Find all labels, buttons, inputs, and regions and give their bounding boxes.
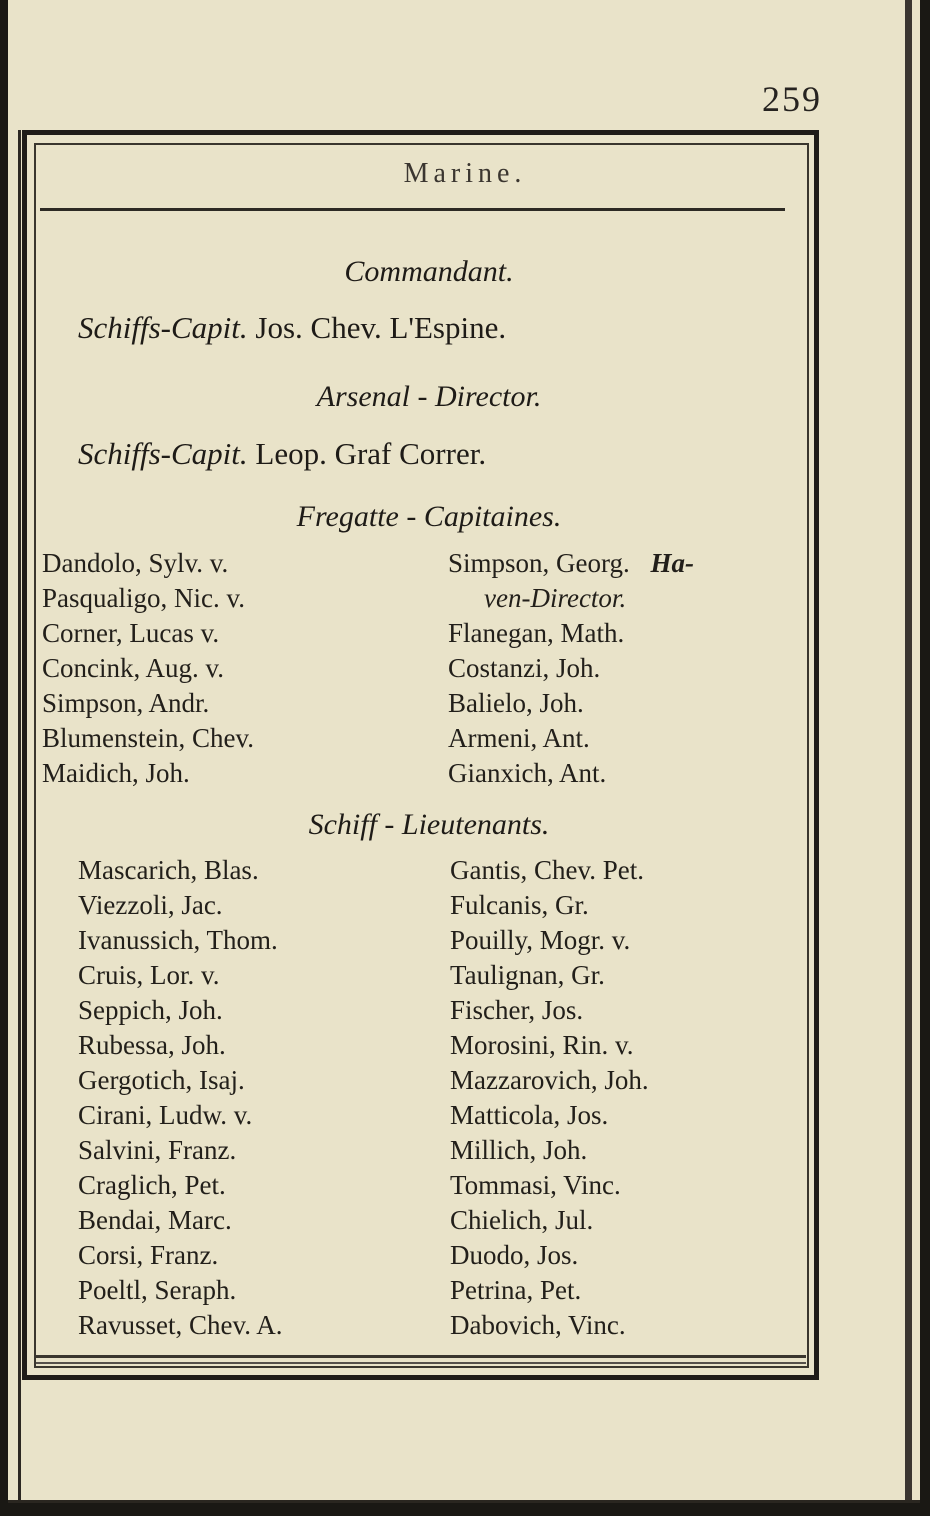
- list-item: Pouilly, Mogr. v.: [450, 925, 631, 955]
- arsenal-name: Leop. Graf Correr.: [255, 436, 487, 471]
- list-item: Gergotich, Isaj.: [78, 1065, 245, 1095]
- list-item: Mazzarovich, Joh.: [450, 1065, 649, 1095]
- list-item: Mascarich, Blas.: [78, 855, 259, 885]
- list-item: Fulcanis, Gr.: [450, 890, 589, 920]
- fregatte-left-column: [42, 546, 254, 791]
- list-item: Cirani, Ludw. v.: [78, 1100, 253, 1130]
- list-item: Rubessa, Joh.: [78, 1030, 226, 1060]
- list-item: Chielich, Jul.: [450, 1205, 594, 1235]
- lieutenants-left-column: [78, 853, 283, 1343]
- fregatte-right-column: [448, 546, 694, 791]
- list-item: Petrina, Pet.: [450, 1275, 582, 1305]
- list-item: Costanzi, Joh.: [448, 653, 601, 683]
- list-item: Pasqualigo, Nic. v.: [42, 583, 245, 613]
- list-item-title-end: ven-Director.: [484, 583, 627, 613]
- list-item: Fischer, Jos.: [450, 995, 584, 1025]
- lieutenants-heading: Schiff - Lieutenants.: [308, 808, 550, 841]
- list-item: Armeni, Ant.: [448, 723, 590, 753]
- list-item: Ivanussich, Thom.: [78, 925, 278, 955]
- list-item: Concink, Aug. v.: [42, 653, 224, 683]
- commandant-heading: Commandant.: [344, 255, 514, 288]
- arsenal-line: [78, 436, 486, 472]
- list-item: Corsi, Franz.: [78, 1240, 219, 1270]
- list-item: Dandolo, Sylv. v.: [42, 548, 229, 578]
- list-item: Dabovich, Vinc.: [450, 1310, 626, 1340]
- right-edge-rule: [905, 0, 912, 1500]
- list-item: Duodo, Jos.: [450, 1240, 579, 1270]
- header-rule: [40, 208, 785, 211]
- list-item: Gantis, Chev. Pet.: [450, 855, 644, 885]
- page-header: Marine.: [403, 158, 527, 189]
- arsenal-rank: Schiffs-Capit.: [78, 436, 248, 471]
- list-item: Tommasi, Vinc.: [450, 1170, 621, 1200]
- list-item: Cruis, Lor. v.: [78, 960, 220, 990]
- lieutenants-right-column: [450, 853, 649, 1343]
- list-item: Taulignan, Gr.: [450, 960, 605, 990]
- arsenal-heading: Arsenal - Director.: [316, 380, 542, 413]
- list-item: Viezzoli, Jac.: [78, 890, 223, 920]
- bottom-rule: [36, 1355, 806, 1358]
- list-item: Craglich, Pet.: [78, 1170, 226, 1200]
- list-item: Balielo, Joh.: [448, 688, 584, 718]
- bottom-rule-thin: [36, 1362, 806, 1364]
- list-item: Corner, Lucas v.: [42, 618, 220, 648]
- list-item: Flanegan, Math.: [448, 618, 625, 648]
- list-item-title-start: Ha-: [650, 548, 695, 578]
- fregatte-heading: Fregatte - Capitaines.: [296, 500, 562, 533]
- list-item: [448, 581, 694, 616]
- list-item: Millich, Joh.: [450, 1135, 588, 1165]
- commandant-line: [78, 310, 506, 346]
- list-item: Maidich, Joh.: [42, 758, 190, 788]
- page-number: 259: [762, 79, 822, 119]
- list-item-name: Simpson, Georg.: [448, 548, 630, 578]
- list-item: Poeltl, Seraph.: [78, 1275, 237, 1305]
- list-item: Seppich, Joh.: [78, 995, 223, 1025]
- commandant-name: Jos. Chev. L'Espine.: [255, 310, 507, 345]
- list-item: Ravusset, Chev. A.: [78, 1310, 283, 1340]
- list-item: Bendai, Marc.: [78, 1205, 232, 1235]
- list-item: [448, 546, 694, 581]
- commandant-rank: Schiffs-Capit.: [78, 310, 248, 345]
- list-item: Morosini, Rin. v.: [450, 1030, 634, 1060]
- list-item: Matticola, Jos.: [450, 1100, 609, 1130]
- list-item: Salvini, Franz.: [78, 1135, 237, 1165]
- list-item: Blumenstein, Chev.: [42, 723, 254, 753]
- list-item: Simpson, Andr.: [42, 688, 210, 718]
- list-item: Gianxich, Ant.: [448, 758, 607, 788]
